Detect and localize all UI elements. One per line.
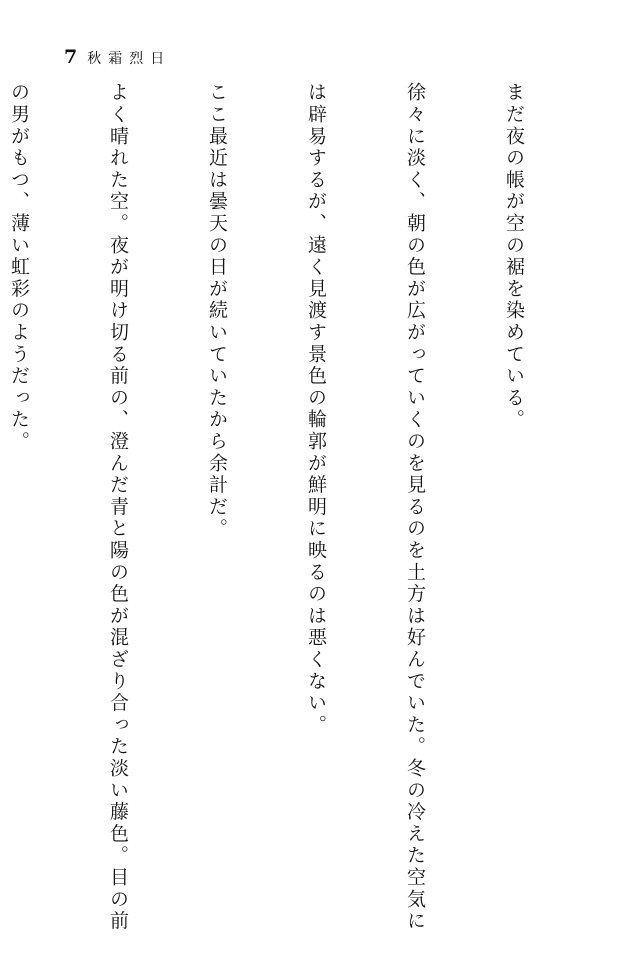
text-line: よく晴れた空。夜が明け切る前の、澄んだ青と陽の色が混ざり合った淡い藤色。目の前 — [107, 82, 129, 933]
text-line: まだ夜の帳が空の裾を染めている。 — [503, 82, 525, 431]
running-header — [64, 48, 171, 68]
text-line: の男がもつ、薄い虹彩のようだった。 — [8, 82, 30, 453]
text-line: は辟易するが、遠く見渡す景色の輪郭が鮮明に映るのは悪くない。 — [305, 82, 327, 736]
text-line: ここ最近は曇天の日が続いていたから余計だ。 — [206, 82, 228, 540]
text-line: 徐々に淡く、朝の色が広がっていくのを見るのを土方は好んでいた。冬の冷えた空気に — [404, 82, 426, 933]
vertical-body-text — [0, 82, 596, 933]
chapter-title: 秋霜烈日 — [87, 51, 172, 67]
page-number: 7 — [64, 46, 78, 68]
